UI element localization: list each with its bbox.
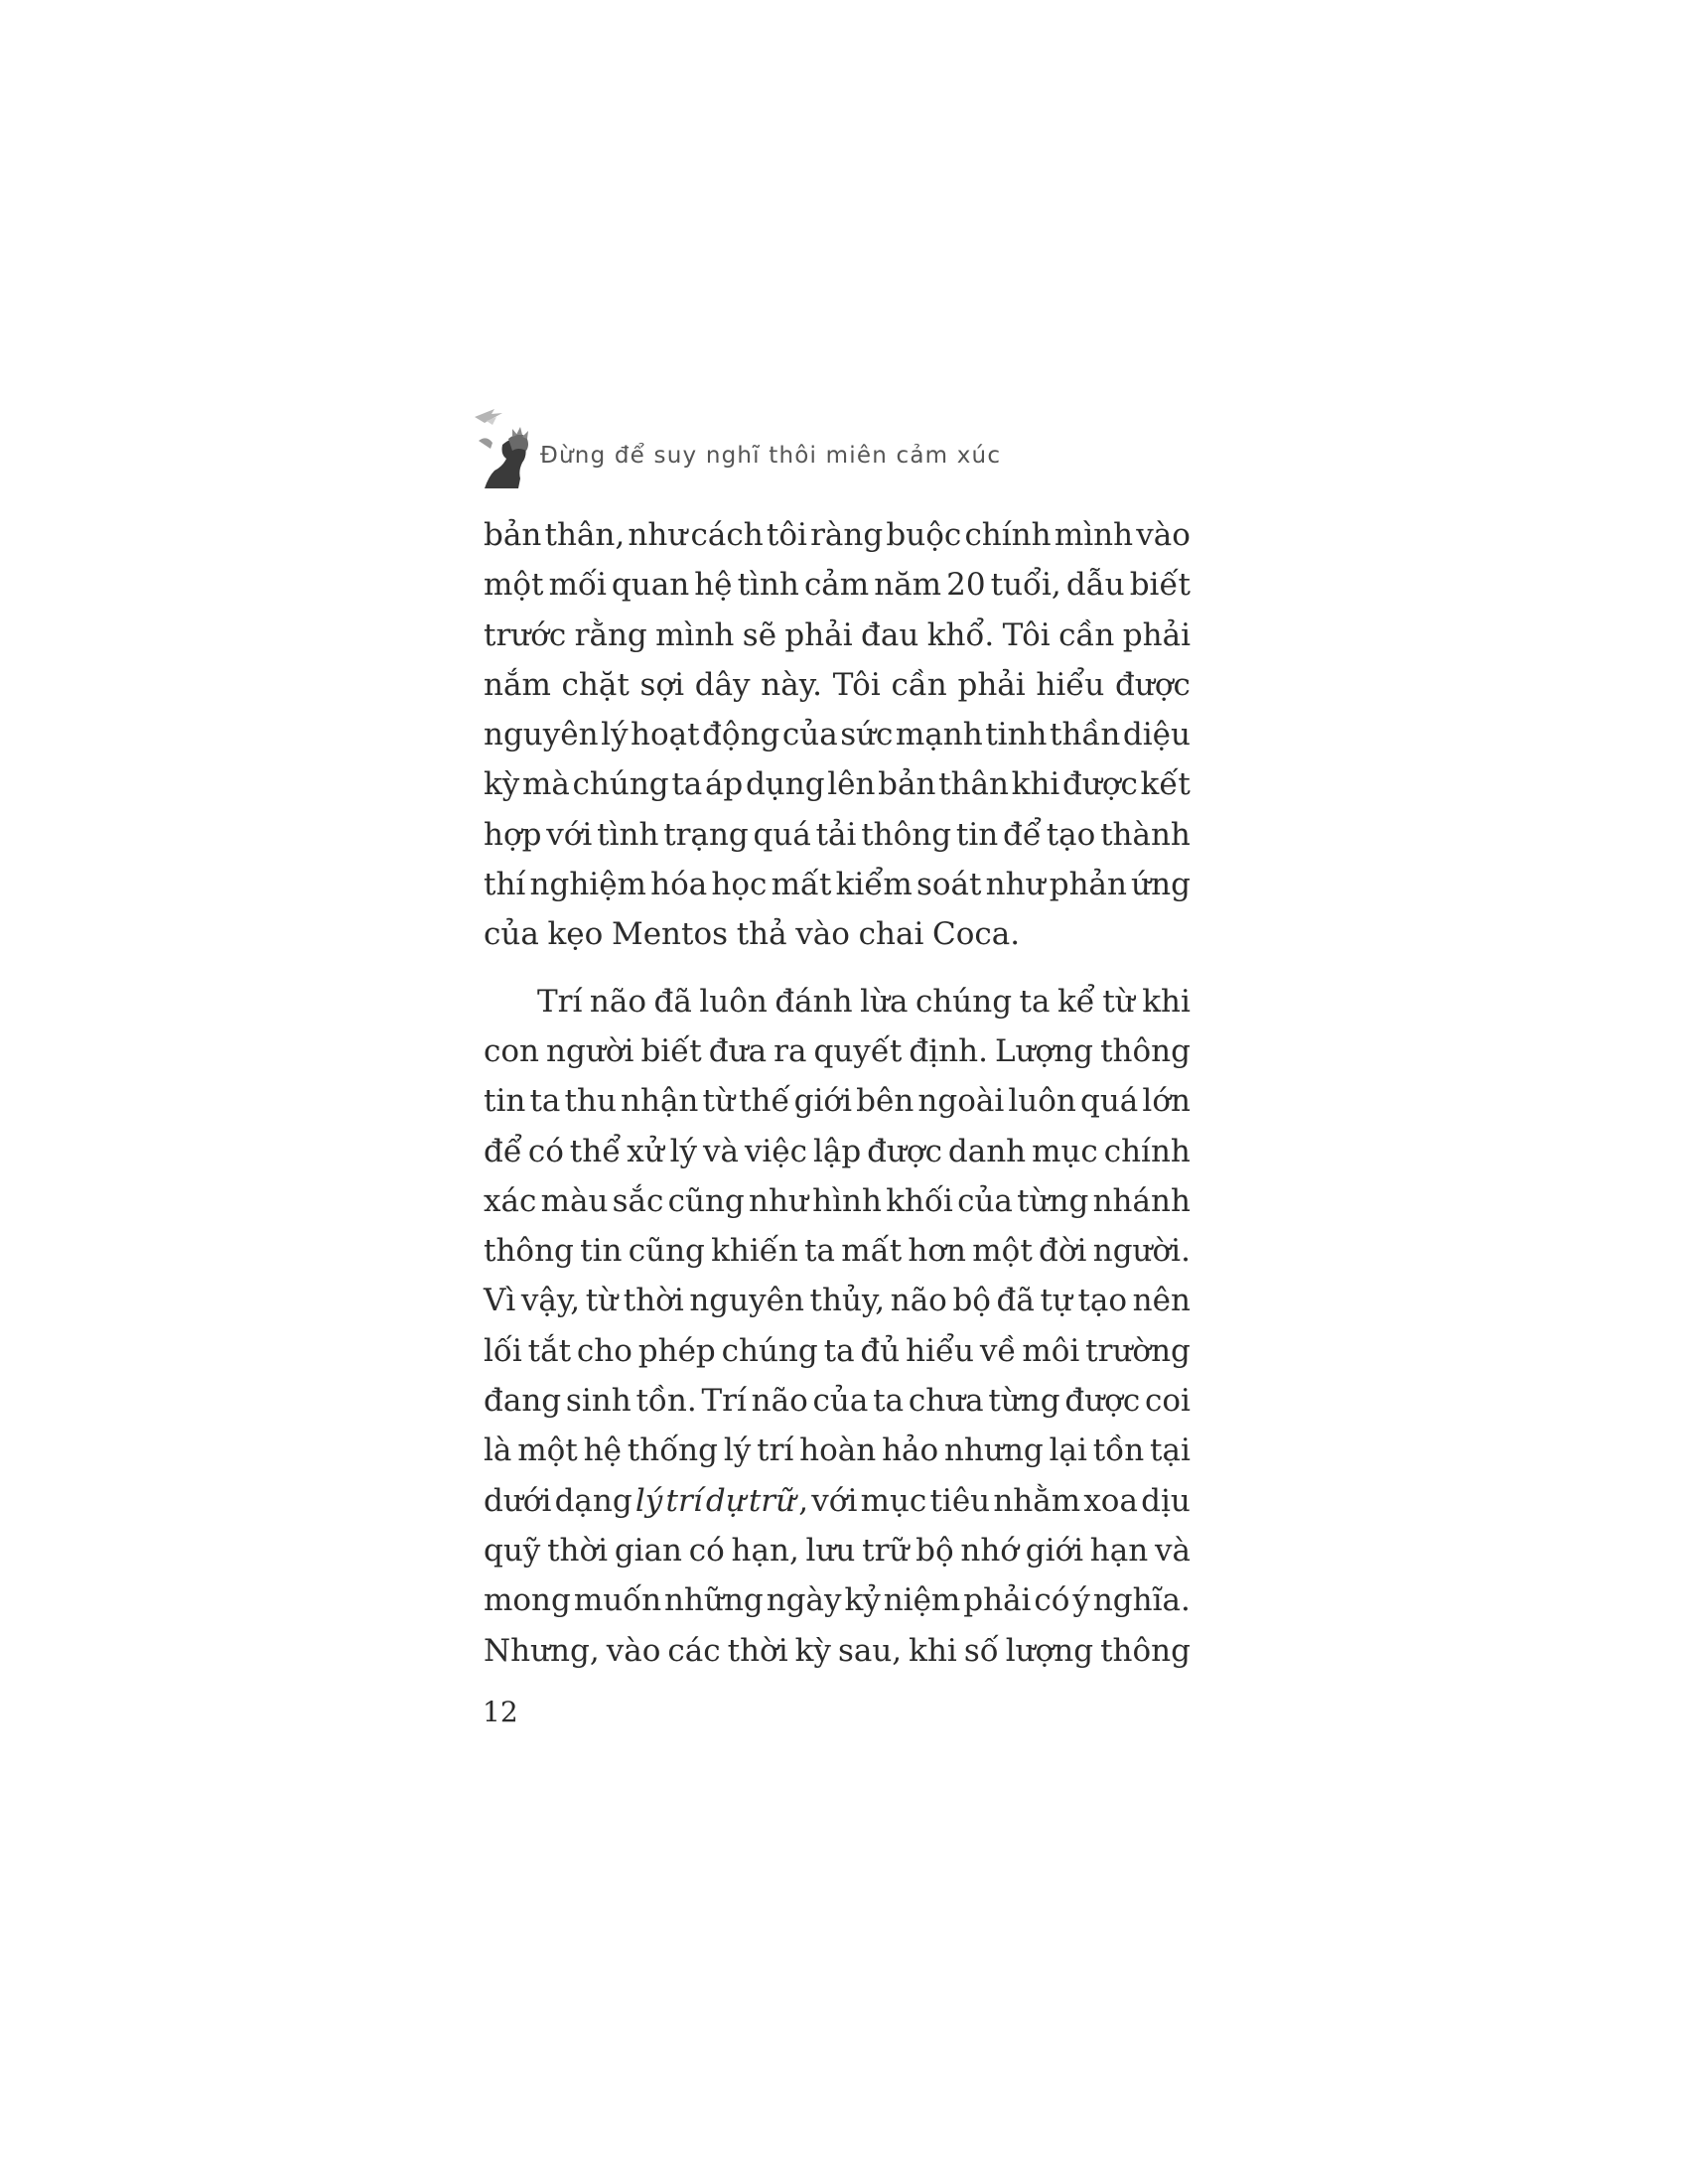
text-line: quỹ thời gian có hạn, lưu trữ bộ nhớ giới hạn và: [484, 1532, 1191, 1569]
paragraph: [484, 510, 1191, 960]
text-line: thông tin cũng khiến ta mất hơn một đời người.: [484, 1233, 1191, 1270]
text-line: dưới dạng lý trí dự trữ , với mục tiêu nhằm xoa dịu: [484, 1482, 1191, 1519]
text-line: thí nghiệm hóa học mất kiểm soát như phản ứng: [484, 867, 1191, 903]
page-number: 12: [483, 1696, 518, 1728]
text-line: Trí não đã luôn đánh lừa chúng ta kể từ khi: [537, 983, 1191, 1020]
text-line: để có thể xử lý và việc lập được danh mục chính: [484, 1133, 1191, 1169]
text-line: Vì vậy, từ thời nguyên thủy, não bộ đã tự tạo nên: [484, 1283, 1191, 1319]
text-line: nguyên lý hoạt động của sức mạnh tinh thần diệu: [484, 717, 1191, 753]
running-head: [473, 405, 1227, 488]
text-line: mong muốn những ngày kỷ niệm phải có ý nghĩa.: [484, 1582, 1191, 1619]
text-line: đang sinh tồn. Trí não của ta chưa từng được coi: [484, 1383, 1191, 1420]
text-line: nắm chặt sợi dây này. Tôi cần phải hiểu được: [484, 666, 1191, 703]
text-line: kỳ mà chúng ta áp dụng lên bản thân khi được kết: [484, 766, 1191, 803]
text-line: bản thân, như cách tôi ràng buộc chính mình vào: [484, 517, 1191, 553]
text-line: hợp với tình trạng quá tải thông tin để tạo thành: [484, 816, 1191, 853]
head-profile-logo-icon: [473, 405, 536, 488]
text-line: tin ta thu nhận từ thế giới bên ngoài luôn quá lớn: [484, 1083, 1191, 1120]
text-line: một mối quan hệ tình cảm năm 20 tuổi, dẫu biết: [484, 567, 1191, 604]
text-line: của kẹo Mentos thả vào chai Coca.: [484, 916, 1021, 953]
text-line: là một hệ thống lý trí hoàn hảo nhưng lại tồn tại: [484, 1433, 1191, 1469]
body-text: [484, 510, 1191, 1676]
text-line: lối tắt cho phép chúng ta đủ hiểu về môi trường: [484, 1332, 1191, 1369]
paragraph: [484, 977, 1191, 1676]
text-line: con người biết đưa ra quyết định. Lượng thông: [484, 1032, 1191, 1069]
text-line: trước rằng mình sẽ phải đau khổ. Tôi cần phải: [484, 616, 1191, 653]
text-line: Nhưng, vào các thời kỳ sau, khi số lượng thông: [484, 1632, 1191, 1669]
running-head-title: Đừng để suy nghĩ thôi miên cảm xúc: [540, 443, 1002, 469]
text-line: xác màu sắc cũng như hình khối của từng nhánh: [484, 1182, 1191, 1219]
